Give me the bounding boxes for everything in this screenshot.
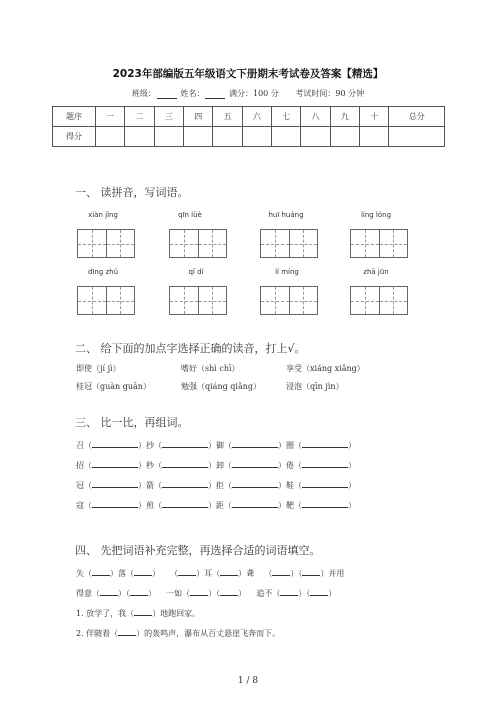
answer-blank[interactable] (134, 568, 152, 576)
score-label: 满分：100 分 (229, 89, 279, 98)
compare-row: 召（ ）抄（ ）御（ ）圈（ ） (76, 441, 356, 450)
text: （ (264, 569, 273, 578)
char: 秒 (146, 461, 154, 470)
page-number: 1 / 8 (237, 676, 259, 686)
char: 箭 (146, 481, 154, 490)
score-cell[interactable] (213, 127, 242, 147)
header-cell: 九 (330, 107, 359, 127)
reading-choice[interactable]: 浸泡（qīn jìn） (286, 382, 344, 391)
class-label: 班级： (131, 89, 156, 98)
header-cell: 六 (242, 107, 271, 127)
answer-blank[interactable] (92, 568, 110, 576)
header-cell: 四 (184, 107, 213, 127)
writing-box[interactable] (77, 286, 135, 315)
score-table (52, 106, 445, 147)
answer-blank[interactable] (92, 500, 138, 508)
char: 冠 (76, 481, 84, 490)
writing-box[interactable] (169, 229, 227, 258)
idiom-row (76, 588, 336, 599)
char: 抄 (146, 441, 154, 450)
exam-title: 2023年部编版五年级语文下册期末考试卷及答案【精选】 (112, 68, 384, 80)
pinyin-label: qǐ dí (188, 268, 204, 276)
char: 召 (76, 441, 84, 450)
pinyin-label: xiàn jǐng (88, 211, 118, 219)
char: 倦 (286, 461, 294, 470)
answer-blank[interactable] (232, 460, 278, 468)
fill-question-1 (76, 608, 200, 619)
text: 一如（ (166, 589, 191, 598)
section-2-heading: 二、 给下面的加点字选择正确的读音，打上√。 (75, 342, 306, 355)
score-cell[interactable] (184, 127, 213, 147)
char: 御 (216, 441, 224, 450)
char: 拒 (216, 481, 224, 490)
header-cell: 七 (272, 107, 301, 127)
text: ）落（ (110, 569, 134, 578)
answer-blank[interactable] (130, 588, 148, 596)
char: 寇 (76, 501, 84, 510)
text: 2. 伴随着（ (76, 629, 119, 638)
answer-blank[interactable] (118, 628, 136, 636)
answer-blank[interactable] (162, 440, 208, 448)
score-cell[interactable] (330, 127, 359, 147)
idiom-row (76, 568, 344, 579)
answer-blank[interactable] (310, 588, 328, 596)
header-cell: 五 (213, 107, 242, 127)
answer-blank[interactable] (162, 460, 208, 468)
text: ）耳（ (196, 569, 221, 578)
text: ）聋 (238, 569, 255, 578)
text: 1. 放学了，我（ (76, 609, 135, 618)
answer-blank[interactable] (302, 568, 320, 576)
compare-row: 寇（ ）煎（ ）距（ ）靶（ ） (76, 501, 356, 510)
text: ）（ (118, 589, 130, 598)
pinyin-label: qīn lüè (178, 211, 202, 219)
score-table-header-row (53, 107, 445, 127)
writing-box[interactable] (260, 286, 318, 315)
answer-blank[interactable] (100, 588, 118, 596)
writing-box[interactable] (169, 286, 227, 315)
answer-blank[interactable] (302, 480, 348, 488)
writing-box[interactable] (350, 229, 408, 258)
answer-blank[interactable] (302, 500, 348, 508)
answer-blank[interactable] (220, 568, 238, 576)
char: 鞋 (286, 481, 294, 490)
answer-blank[interactable] (280, 588, 298, 596)
reading-choice[interactable]: 勉强（qiáng qiǎng） (181, 382, 261, 391)
text: ）并用 (320, 569, 345, 578)
answer-blank[interactable] (92, 480, 138, 488)
name-label: 姓名： (180, 89, 205, 98)
char: 卸 (216, 461, 224, 470)
header-cell: 题序 (53, 107, 96, 127)
score-table-score-row (53, 127, 445, 147)
answer-blank[interactable] (162, 480, 208, 488)
text: 追不（ (256, 589, 281, 598)
answer-blank[interactable] (190, 588, 208, 596)
answer-blank[interactable] (178, 568, 196, 576)
compare-row: 冠（ ）箭（ ）拒（ ）鞋（ ） (76, 481, 356, 490)
answer-blank[interactable] (92, 460, 138, 468)
score-cell[interactable] (389, 127, 445, 147)
time-label: 考试时间：90 分钟 (295, 89, 365, 98)
answer-blank[interactable] (302, 440, 348, 448)
text: ）（ (298, 589, 311, 598)
writing-box[interactable] (260, 229, 318, 258)
class-blank (157, 90, 177, 99)
score-cell[interactable] (360, 127, 389, 147)
text: ） (238, 589, 247, 598)
text: ）（ (290, 569, 303, 578)
header-cell: 总分 (389, 107, 445, 127)
answer-blank[interactable] (302, 460, 348, 468)
answer-blank[interactable] (232, 500, 278, 508)
answer-blank[interactable] (92, 440, 138, 448)
section-4-heading: 四、 先把词语补充完整，再选择合适的词语填空。 (75, 544, 321, 557)
score-cell[interactable] (242, 127, 271, 147)
char: 圈 (286, 441, 294, 450)
pinyin-label: zhā jūn (363, 268, 389, 276)
answer-blank[interactable] (272, 568, 290, 576)
score-row-label: 得分 (53, 127, 96, 147)
reading-choice[interactable]: 即使（jí jì） (76, 364, 121, 373)
answer-blank[interactable] (232, 480, 278, 488)
header-cell: 一 (96, 107, 125, 127)
fill-question-2 (76, 628, 280, 639)
score-cell[interactable] (96, 127, 125, 147)
reading-choice[interactable]: 享受（xiáng xiǎng） (286, 364, 365, 373)
char: 距 (216, 501, 224, 510)
answer-blank[interactable] (162, 500, 208, 508)
text: 得意（ (76, 589, 100, 598)
reading-choice[interactable]: 桂冠（guàn guān） (76, 382, 151, 391)
char: 靶 (286, 501, 294, 510)
section-3-heading: 三、 比一比，再组词。 (75, 416, 189, 429)
header-cell: 十 (360, 107, 389, 127)
text: ） (152, 569, 160, 578)
answer-blank[interactable] (220, 588, 238, 596)
text: ）的轰鸣声，瀑布从百丈悬崖飞奔而下。 (136, 629, 281, 638)
score-cell[interactable] (272, 127, 301, 147)
header-cell: 二 (125, 107, 154, 127)
score-cell[interactable] (301, 127, 330, 147)
text: ） (148, 589, 156, 598)
score-cell[interactable] (125, 127, 154, 147)
name-blank (205, 90, 225, 99)
pinyin-label: huī huáng (268, 211, 304, 219)
text: （ (170, 569, 179, 578)
writing-box[interactable] (77, 229, 135, 258)
reading-choice[interactable]: 嗜好（shì chī） (181, 364, 240, 373)
pinyin-label: líng lóng (360, 211, 392, 219)
header-cell: 三 (154, 107, 183, 127)
section-1-heading: 一、 读拼音，写词语。 (75, 186, 189, 199)
writing-box[interactable] (350, 286, 408, 315)
pinyin-label: dīng zhǔ (87, 268, 119, 276)
text: 失（ (76, 569, 92, 578)
header-cell: 八 (301, 107, 330, 127)
score-cell[interactable] (154, 127, 183, 147)
text: ）地跑回家。 (152, 609, 201, 618)
answer-blank[interactable] (134, 608, 152, 616)
text: ）（ (208, 589, 221, 598)
answer-blank[interactable] (232, 440, 278, 448)
char: 煎 (146, 501, 154, 510)
pinyin-label: lí míng (275, 268, 299, 276)
char: 招 (76, 461, 84, 470)
compare-row: 招（ ）秒（ ）卸（ ）倦（ ） (76, 461, 356, 470)
exam-info (0, 88, 496, 99)
text: ） (328, 589, 337, 598)
